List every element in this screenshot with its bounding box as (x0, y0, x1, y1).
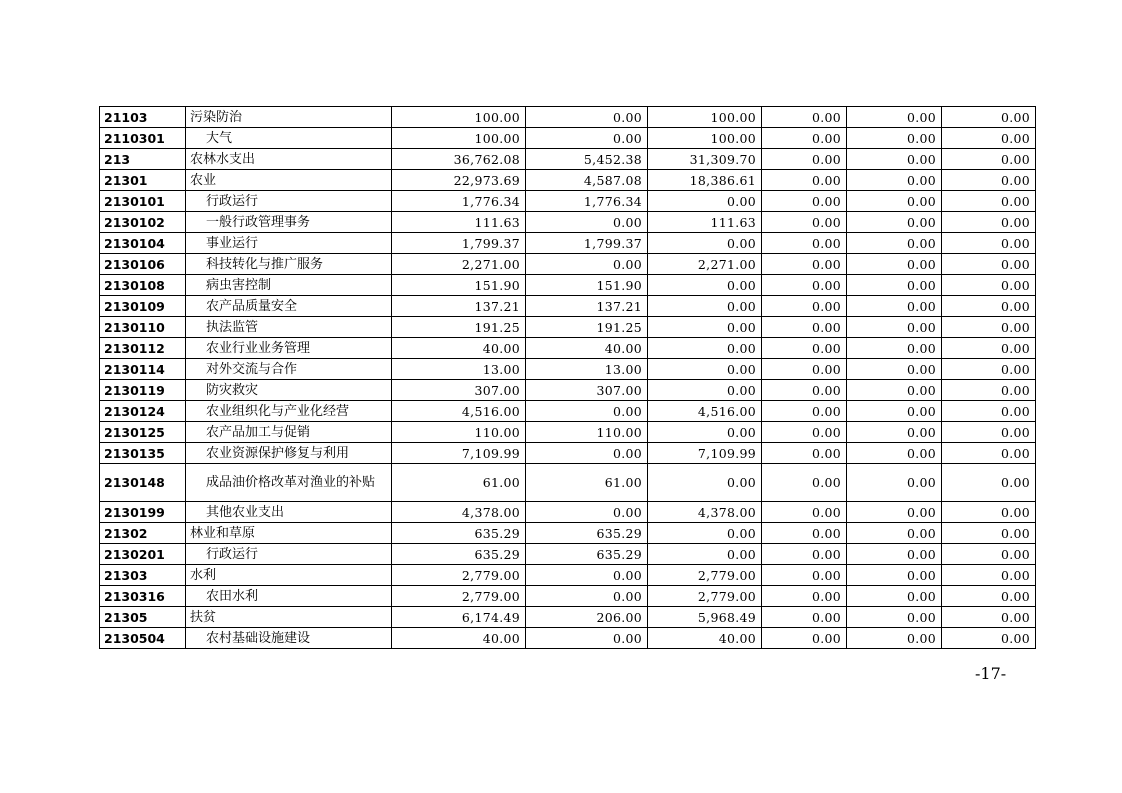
amount-cell: 0.00 (762, 338, 847, 359)
amount-cell: 100.00 (392, 128, 526, 149)
amount-cell: 0.00 (942, 296, 1036, 317)
amount-cell: 0.00 (762, 170, 847, 191)
amount-cell: 0.00 (648, 544, 762, 565)
amount-cell: 0.00 (762, 628, 847, 649)
amount-cell: 0.00 (847, 607, 942, 628)
subject-name: 一般行政管理事务 (186, 212, 392, 233)
amount-cell: 0.00 (847, 107, 942, 128)
amount-cell: 0.00 (847, 317, 942, 338)
subject-code: 2110301 (100, 128, 186, 149)
amount-cell: 206.00 (526, 607, 648, 628)
amount-cell: 0.00 (942, 464, 1036, 502)
amount-cell: 635.29 (392, 544, 526, 565)
amount-cell: 4,587.08 (526, 170, 648, 191)
subject-name: 其他农业支出 (186, 502, 392, 523)
table-row (100, 502, 1036, 523)
subject-code: 21302 (100, 523, 186, 544)
amount-cell: 100.00 (648, 107, 762, 128)
amount-cell: 0.00 (648, 275, 762, 296)
subject-code: 21303 (100, 565, 186, 586)
amount-cell: 0.00 (847, 233, 942, 254)
amount-cell: 0.00 (942, 401, 1036, 422)
amount-cell: 0.00 (526, 586, 648, 607)
amount-cell: 0.00 (648, 523, 762, 544)
amount-cell: 0.00 (942, 233, 1036, 254)
subject-code: 2130119 (100, 380, 186, 401)
amount-cell: 0.00 (648, 317, 762, 338)
subject-name: 行政运行 (186, 191, 392, 212)
amount-cell: 0.00 (762, 359, 847, 380)
amount-cell: 0.00 (847, 464, 942, 502)
amount-cell: 0.00 (648, 464, 762, 502)
amount-cell: 0.00 (762, 107, 847, 128)
amount-cell: 40.00 (392, 338, 526, 359)
table-row (100, 401, 1036, 422)
amount-cell: 61.00 (526, 464, 648, 502)
amount-cell: 0.00 (942, 254, 1036, 275)
amount-cell: 0.00 (942, 523, 1036, 544)
amount-cell: 0.00 (762, 212, 847, 233)
subject-name: 农林水支出 (186, 149, 392, 170)
amount-cell: 0.00 (942, 443, 1036, 464)
amount-cell: 0.00 (847, 296, 942, 317)
amount-cell: 0.00 (762, 149, 847, 170)
amount-cell: 110.00 (526, 422, 648, 443)
amount-cell: 0.00 (847, 191, 942, 212)
amount-cell: 0.00 (942, 170, 1036, 191)
amount-cell: 307.00 (392, 380, 526, 401)
amount-cell: 0.00 (847, 128, 942, 149)
subject-name: 农村基础设施建设 (186, 628, 392, 649)
subject-code: 2130104 (100, 233, 186, 254)
amount-cell: 40.00 (392, 628, 526, 649)
subject-name: 农业 (186, 170, 392, 191)
amount-cell: 137.21 (526, 296, 648, 317)
subject-name: 对外交流与合作 (186, 359, 392, 380)
amount-cell: 307.00 (526, 380, 648, 401)
amount-cell: 111.63 (648, 212, 762, 233)
subject-name: 农业组织化与产业化经营 (186, 401, 392, 422)
table-row (100, 296, 1036, 317)
amount-cell: 0.00 (762, 275, 847, 296)
amount-cell: 0.00 (847, 422, 942, 443)
amount-cell: 0.00 (762, 544, 847, 565)
amount-cell: 151.90 (526, 275, 648, 296)
subject-name: 行政运行 (186, 544, 392, 565)
amount-cell: 0.00 (526, 401, 648, 422)
subject-name: 防灾救灾 (186, 380, 392, 401)
amount-cell: 4,516.00 (648, 401, 762, 422)
amount-cell: 0.00 (942, 586, 1036, 607)
amount-cell: 0.00 (942, 422, 1036, 443)
amount-cell: 6,174.49 (392, 607, 526, 628)
amount-cell: 0.00 (762, 523, 847, 544)
subject-code: 2130135 (100, 443, 186, 464)
amount-cell: 36,762.08 (392, 149, 526, 170)
amount-cell: 4,378.00 (392, 502, 526, 523)
subject-code: 2130106 (100, 254, 186, 275)
amount-cell: 100.00 (648, 128, 762, 149)
amount-cell: 0.00 (847, 170, 942, 191)
subject-code: 2130114 (100, 359, 186, 380)
budget-table (99, 106, 1036, 649)
table-row (100, 523, 1036, 544)
amount-cell: 111.63 (392, 212, 526, 233)
table-row (100, 544, 1036, 565)
amount-cell: 1,799.37 (392, 233, 526, 254)
amount-cell: 0.00 (762, 254, 847, 275)
subject-code: 2130112 (100, 338, 186, 359)
subject-name: 农业资源保护修复与利用 (186, 443, 392, 464)
amount-cell: 0.00 (648, 380, 762, 401)
table-row (100, 233, 1036, 254)
subject-code: 2130109 (100, 296, 186, 317)
amount-cell: 61.00 (392, 464, 526, 502)
subject-code: 2130125 (100, 422, 186, 443)
amount-cell: 0.00 (942, 338, 1036, 359)
subject-code: 21301 (100, 170, 186, 191)
amount-cell: 0.00 (648, 422, 762, 443)
table-row (100, 149, 1036, 170)
subject-code: 2130199 (100, 502, 186, 523)
amount-cell: 151.90 (392, 275, 526, 296)
amount-cell: 2,779.00 (392, 565, 526, 586)
table-row (100, 107, 1036, 128)
amount-cell: 0.00 (942, 628, 1036, 649)
subject-name: 农产品加工与促销 (186, 422, 392, 443)
amount-cell: 0.00 (762, 565, 847, 586)
subject-name: 农产品质量安全 (186, 296, 392, 317)
subject-code: 2130504 (100, 628, 186, 649)
subject-name: 成品油价格改革对渔业的补贴 (186, 464, 392, 502)
amount-cell: 0.00 (648, 191, 762, 212)
subject-code: 2130102 (100, 212, 186, 233)
amount-cell: 0.00 (942, 275, 1036, 296)
amount-cell: 0.00 (942, 149, 1036, 170)
amount-cell: 0.00 (762, 233, 847, 254)
amount-cell: 0.00 (762, 128, 847, 149)
amount-cell: 4,516.00 (392, 401, 526, 422)
table-row (100, 464, 1036, 502)
amount-cell: 0.00 (942, 317, 1036, 338)
amount-cell: 0.00 (762, 296, 847, 317)
amount-cell: 0.00 (762, 586, 847, 607)
amount-cell: 0.00 (762, 401, 847, 422)
table-row (100, 128, 1036, 149)
subject-name: 执法监管 (186, 317, 392, 338)
subject-name: 大气 (186, 128, 392, 149)
subject-code: 2130110 (100, 317, 186, 338)
table-row (100, 170, 1036, 191)
subject-code: 2130108 (100, 275, 186, 296)
subject-name: 科技转化与推广服务 (186, 254, 392, 275)
amount-cell: 0.00 (526, 443, 648, 464)
amount-cell: 5,452.38 (526, 149, 648, 170)
subject-name: 扶贫 (186, 607, 392, 628)
amount-cell: 0.00 (526, 128, 648, 149)
amount-cell: 5,968.49 (648, 607, 762, 628)
amount-cell: 1,799.37 (526, 233, 648, 254)
amount-cell: 1,776.34 (392, 191, 526, 212)
amount-cell: 0.00 (847, 544, 942, 565)
amount-cell: 2,779.00 (392, 586, 526, 607)
amount-cell: 0.00 (847, 443, 942, 464)
subject-code: 2130148 (100, 464, 186, 502)
table-row (100, 359, 1036, 380)
page-number: -17- (975, 664, 1007, 683)
amount-cell: 0.00 (942, 380, 1036, 401)
subject-code: 213 (100, 149, 186, 170)
table-row (100, 422, 1036, 443)
amount-cell: 0.00 (942, 502, 1036, 523)
table-row (100, 443, 1036, 464)
amount-cell: 0.00 (762, 443, 847, 464)
amount-cell: 0.00 (847, 401, 942, 422)
subject-code: 2130316 (100, 586, 186, 607)
amount-cell: 0.00 (762, 464, 847, 502)
amount-cell: 0.00 (847, 523, 942, 544)
subject-name: 事业运行 (186, 233, 392, 254)
subject-code: 21103 (100, 107, 186, 128)
table-row (100, 628, 1036, 649)
amount-cell: 0.00 (526, 565, 648, 586)
amount-cell: 0.00 (942, 565, 1036, 586)
amount-cell: 191.25 (526, 317, 648, 338)
subject-name: 农田水利 (186, 586, 392, 607)
amount-cell: 191.25 (392, 317, 526, 338)
amount-cell: 2,779.00 (648, 565, 762, 586)
amount-cell: 0.00 (847, 628, 942, 649)
subject-code: 2130201 (100, 544, 186, 565)
amount-cell: 22,973.69 (392, 170, 526, 191)
amount-cell: 0.00 (942, 544, 1036, 565)
amount-cell: 7,109.99 (392, 443, 526, 464)
subject-code: 2130124 (100, 401, 186, 422)
amount-cell: 0.00 (648, 359, 762, 380)
amount-cell: 0.00 (942, 107, 1036, 128)
amount-cell: 0.00 (762, 191, 847, 212)
amount-cell: 0.00 (526, 212, 648, 233)
amount-cell: 0.00 (942, 212, 1036, 233)
amount-cell: 7,109.99 (648, 443, 762, 464)
amount-cell: 0.00 (648, 338, 762, 359)
amount-cell: 0.00 (942, 191, 1036, 212)
amount-cell: 13.00 (392, 359, 526, 380)
amount-cell: 2,779.00 (648, 586, 762, 607)
amount-cell: 0.00 (847, 586, 942, 607)
amount-cell: 40.00 (526, 338, 648, 359)
subject-name: 污染防治 (186, 107, 392, 128)
amount-cell: 0.00 (942, 359, 1036, 380)
table-row (100, 380, 1036, 401)
amount-cell: 635.29 (526, 544, 648, 565)
amount-cell: 4,378.00 (648, 502, 762, 523)
amount-cell: 0.00 (847, 380, 942, 401)
amount-cell: 0.00 (526, 628, 648, 649)
amount-cell: 0.00 (847, 359, 942, 380)
amount-cell: 0.00 (762, 317, 847, 338)
amount-cell: 0.00 (847, 565, 942, 586)
amount-cell: 0.00 (847, 149, 942, 170)
table-row (100, 586, 1036, 607)
amount-cell: 635.29 (526, 523, 648, 544)
table-row (100, 212, 1036, 233)
amount-cell: 0.00 (762, 502, 847, 523)
amount-cell: 31,309.70 (648, 149, 762, 170)
amount-cell: 0.00 (847, 254, 942, 275)
table-row (100, 338, 1036, 359)
amount-cell: 0.00 (762, 380, 847, 401)
amount-cell: 0.00 (526, 254, 648, 275)
subject-code: 21305 (100, 607, 186, 628)
amount-cell: 0.00 (648, 296, 762, 317)
subject-code: 2130101 (100, 191, 186, 212)
amount-cell: 0.00 (648, 233, 762, 254)
budget-table-body (100, 107, 1036, 649)
amount-cell: 100.00 (392, 107, 526, 128)
amount-cell: 110.00 (392, 422, 526, 443)
table-row (100, 607, 1036, 628)
table-row (100, 275, 1036, 296)
amount-cell: 0.00 (942, 128, 1036, 149)
amount-cell: 0.00 (847, 338, 942, 359)
amount-cell: 0.00 (847, 275, 942, 296)
amount-cell: 18,386.61 (648, 170, 762, 191)
amount-cell: 0.00 (847, 502, 942, 523)
amount-cell: 0.00 (942, 607, 1036, 628)
amount-cell: 0.00 (526, 107, 648, 128)
table-row (100, 254, 1036, 275)
amount-cell: 0.00 (762, 422, 847, 443)
table-row (100, 191, 1036, 212)
amount-cell: 0.00 (526, 502, 648, 523)
amount-cell: 2,271.00 (392, 254, 526, 275)
subject-name: 水利 (186, 565, 392, 586)
amount-cell: 40.00 (648, 628, 762, 649)
amount-cell: 0.00 (847, 212, 942, 233)
subject-name: 农业行业业务管理 (186, 338, 392, 359)
amount-cell: 1,776.34 (526, 191, 648, 212)
amount-cell: 2,271.00 (648, 254, 762, 275)
table-row (100, 317, 1036, 338)
amount-cell: 635.29 (392, 523, 526, 544)
amount-cell: 0.00 (762, 607, 847, 628)
amount-cell: 13.00 (526, 359, 648, 380)
subject-name: 病虫害控制 (186, 275, 392, 296)
amount-cell: 137.21 (392, 296, 526, 317)
subject-name: 林业和草原 (186, 523, 392, 544)
table-row (100, 565, 1036, 586)
